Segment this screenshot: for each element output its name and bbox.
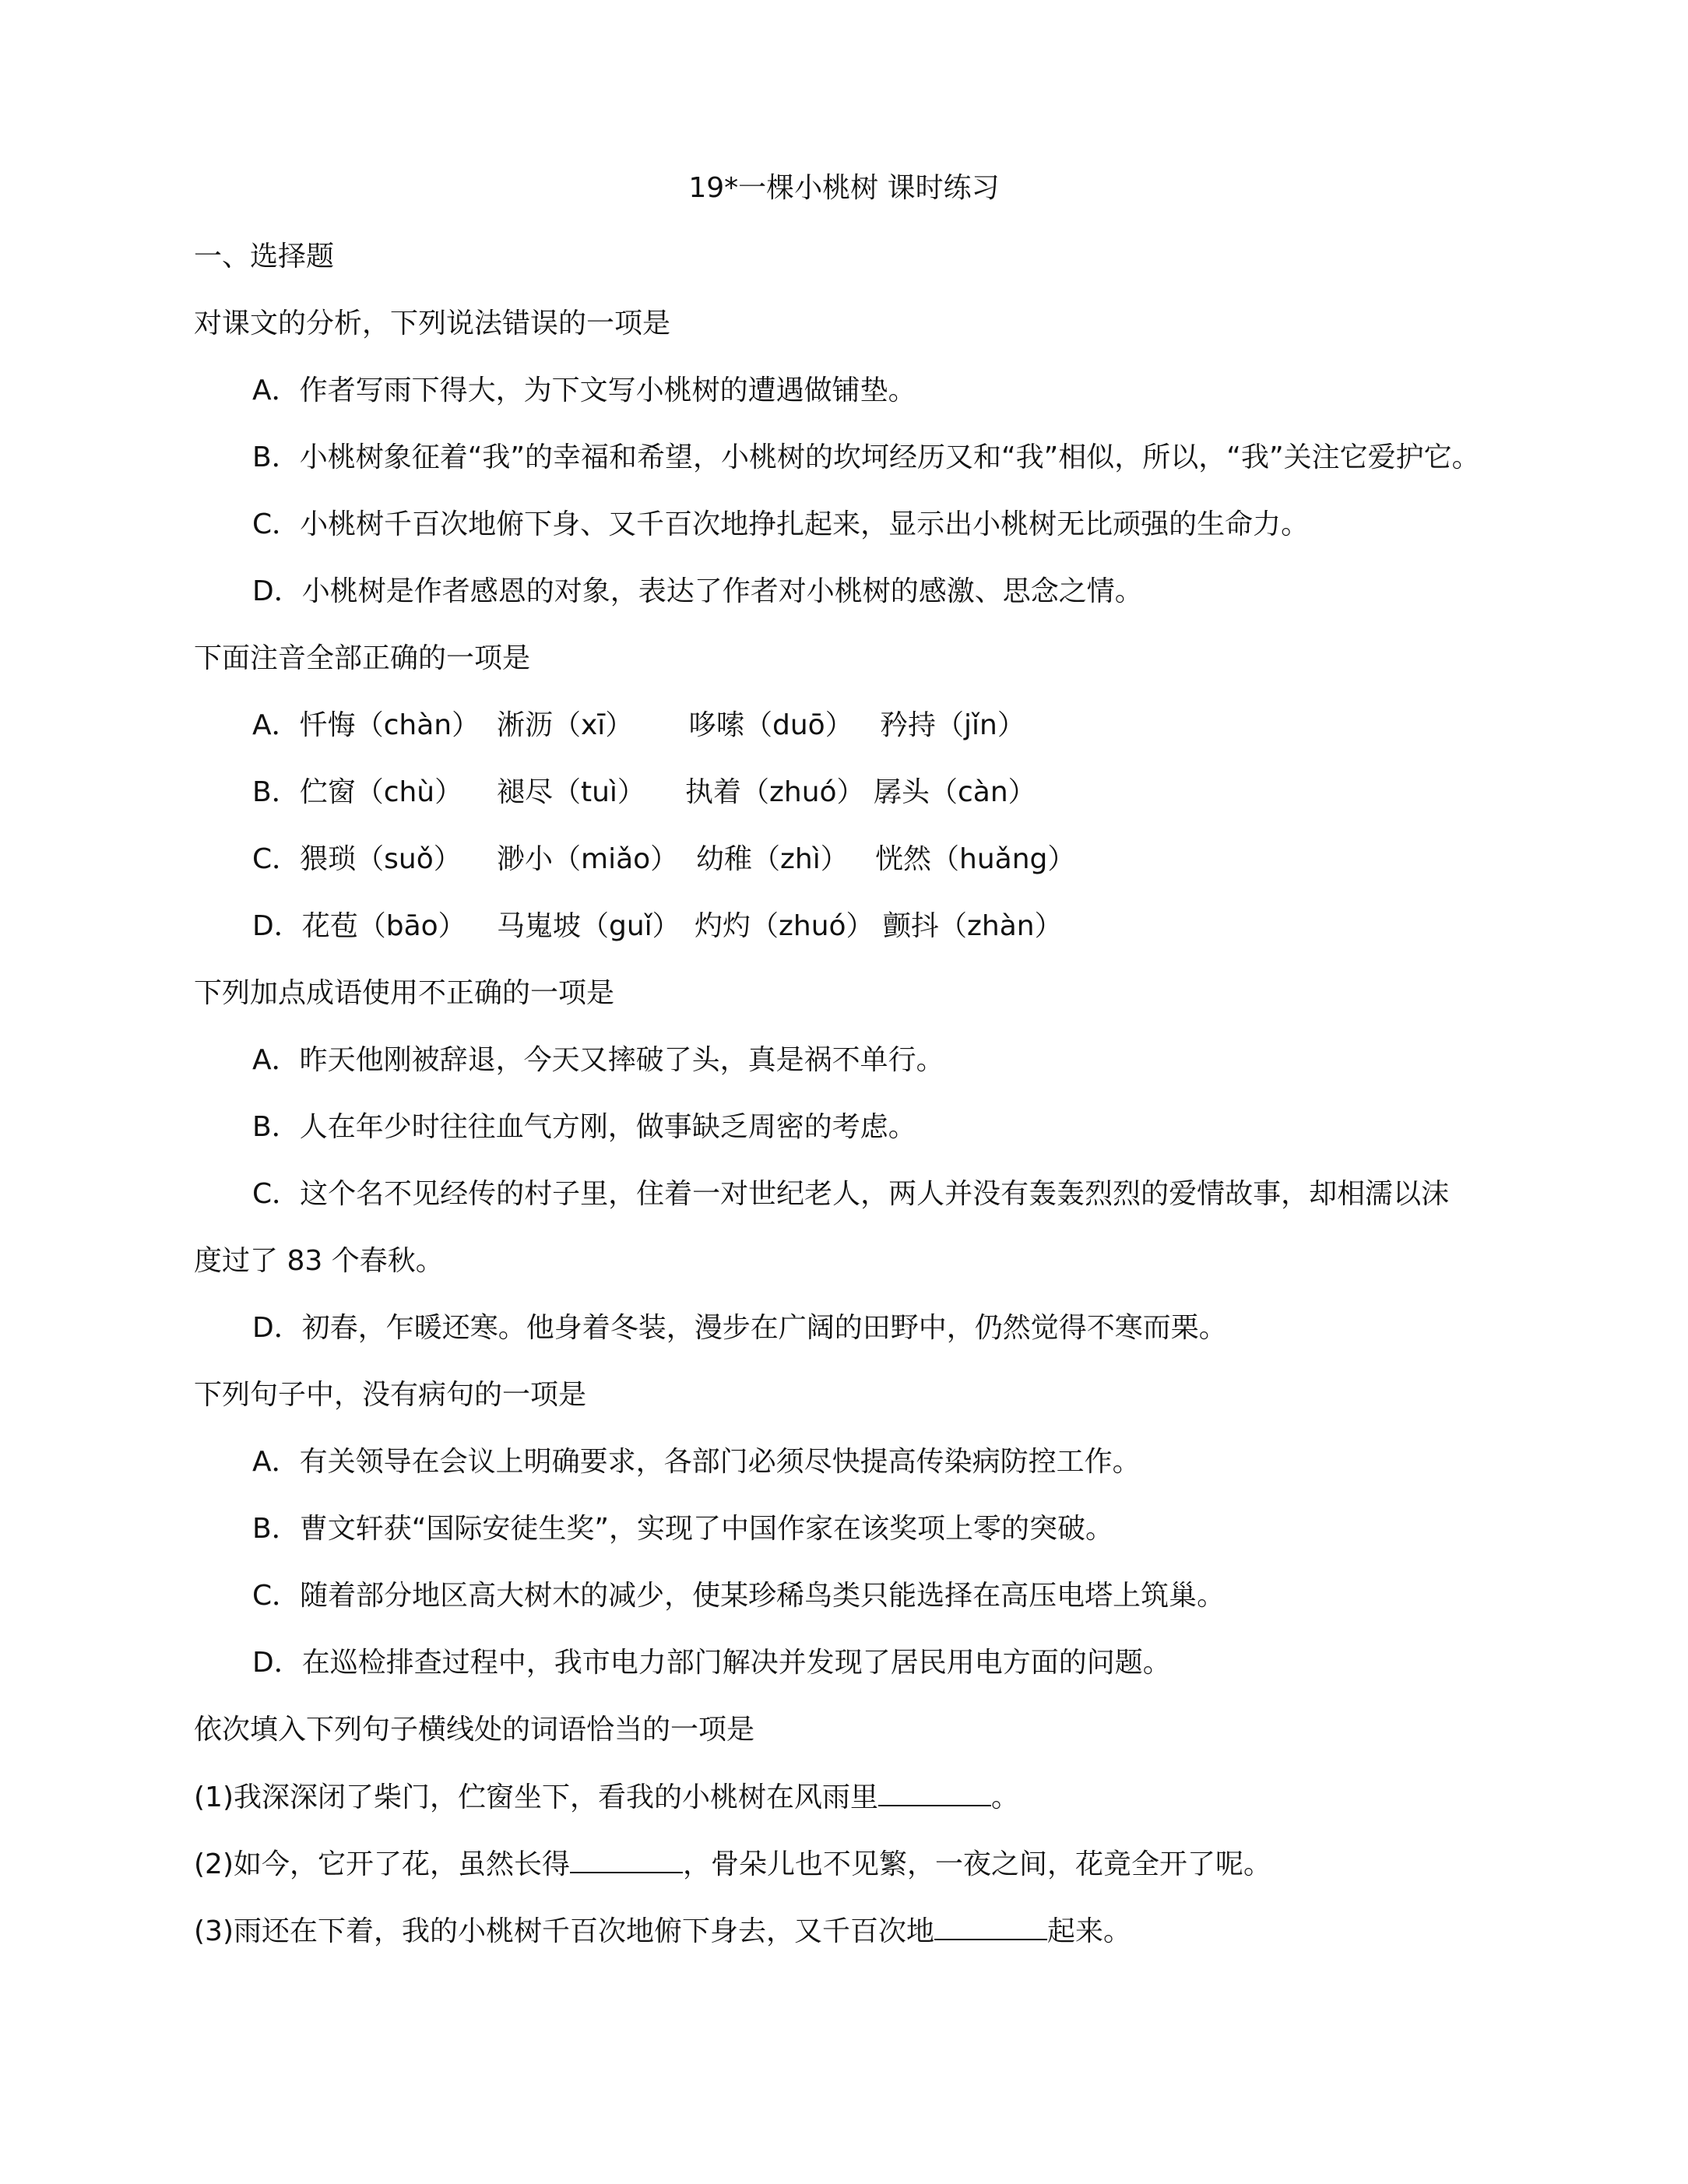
pinyin-item: 孱头（càn）	[874, 776, 1036, 808]
question-1-option-d: D．小桃树是作者感恩的对象，表达了作者对小桃树的感激、思念之情。	[252, 575, 1143, 607]
question-1-option-c: C．小桃树千百次地俯下身、又千百次地挣扎起来，显示出小桃树无比顽强的生命力。	[252, 508, 1310, 540]
question-5-sentence-3	[194, 1912, 1131, 1950]
question-4-option-b: B．曹文轩获“国际安徒生奖”，实现了中国作家在该奖项上零的突破。	[252, 1513, 1113, 1545]
question-3-option-a: A．昨天他刚被辞退，今天又摔破了头，真是祸不单行。	[252, 1044, 944, 1076]
pinyin-item: 恍然（huǎng）	[875, 843, 1076, 875]
pinyin-item: C．猥琐（suǒ）	[252, 843, 462, 875]
fill-blank[interactable]	[878, 1778, 991, 1806]
pinyin-item: 幼稚（zhì）	[696, 843, 849, 875]
fill-blank[interactable]	[934, 1912, 1047, 1940]
pinyin-item: 渺小（miǎo）	[497, 843, 679, 875]
pinyin-item: 矜持（jǐn）	[880, 709, 1025, 741]
sentence-text: 起来。	[1047, 1915, 1132, 1947]
question-4-option-d: D．在巡检排查过程中，我市电力部门解决并发现了居民用电方面的问题。	[252, 1647, 1171, 1679]
question-4-option-a: A．有关领导在会议上明确要求，各部门必须尽快提高传染病防控工作。	[252, 1446, 1141, 1478]
question-4-stem: 下列句子中，没有病句的一项是	[194, 1379, 587, 1411]
pinyin-item: 执着（zhuó）	[685, 776, 865, 808]
sentence-text: (1)我深深闭了柴门，伫窗坐下，看我的小桃树在风雨里	[194, 1781, 878, 1813]
question-5-sentence-2	[194, 1845, 1271, 1883]
section-heading: 一、选择题	[194, 241, 335, 273]
question-2-option-a	[252, 707, 1576, 744]
question-2-option-d	[252, 908, 1576, 945]
pinyin-item: D．花苞（bāo）	[252, 910, 466, 942]
question-1-option-a: A．作者写雨下得大，为下文写小桃树的遭遇做铺垫。	[252, 375, 916, 406]
question-5-stem: 依次填入下列句子横线处的词语恰当的一项是	[194, 1714, 755, 1746]
question-4-option-c: C．随着部分地区高大树木的减少，使某珍稀鸟类只能选择在高压电塔上筑巢。	[252, 1580, 1226, 1612]
question-3-option-c-continued: 度过了 83 个春秋。	[194, 1245, 444, 1277]
question-2-option-b	[252, 774, 1576, 811]
sentence-text: ，骨朵儿也不见繁，一夜之间，花竟全开了呢。	[683, 1848, 1272, 1880]
question-3-option-b: B．人在年少时往往血气方刚，做事缺乏周密的考虑。	[252, 1111, 916, 1143]
question-5-sentence-1	[194, 1778, 1019, 1816]
fill-blank[interactable]	[570, 1845, 683, 1873]
question-2-stem: 下面注音全部正确的一项是	[194, 642, 531, 674]
question-3-option-c: C．这个名不见经传的村子里，住着一对世纪老人，两人并没有轰轰烈烈的爱情故事，却相濡以沫	[252, 1178, 1450, 1210]
pinyin-item: 哆嗦（duō）	[688, 709, 853, 741]
question-2-option-c	[252, 841, 1576, 878]
question-1-stem: 对课文的分析，下列说法错误的一项是	[194, 308, 671, 339]
pinyin-item: 颤抖（zhàn）	[883, 910, 1063, 942]
sentence-text: (2)如今，它开了花，虽然长得	[194, 1848, 570, 1880]
pinyin-item: A．忏悔（chàn）	[252, 709, 480, 741]
question-3-stem: 下列加点成语使用不正确的一项是	[194, 977, 615, 1009]
sentence-text: 。	[991, 1781, 1020, 1813]
pinyin-item: B．伫窗（chù）	[252, 776, 463, 808]
pinyin-item: 灼灼（zhuó）	[695, 910, 874, 942]
question-1-option-b: B．小桃树象征着“我”的幸福和希望，小桃树的坎坷经历又和“我”相似，所以，“我”关注它爱护它。	[252, 441, 1480, 473]
pinyin-item: 马嵬坡（guǐ）	[497, 910, 680, 942]
page-title: 19*一棵小桃树 课时练习	[688, 172, 1000, 204]
sentence-text: (3)雨还在下着，我的小桃树千百次地俯下身去，又千百次地	[194, 1915, 934, 1947]
question-3-option-d: D．初春，乍暖还寒。他身着冬装，漫步在广阔的田野中，仍然觉得不寒而栗。	[252, 1312, 1227, 1344]
pinyin-item: 褪尽（tuì）	[497, 776, 645, 808]
pinyin-item: 淅沥（xī）	[497, 709, 634, 741]
